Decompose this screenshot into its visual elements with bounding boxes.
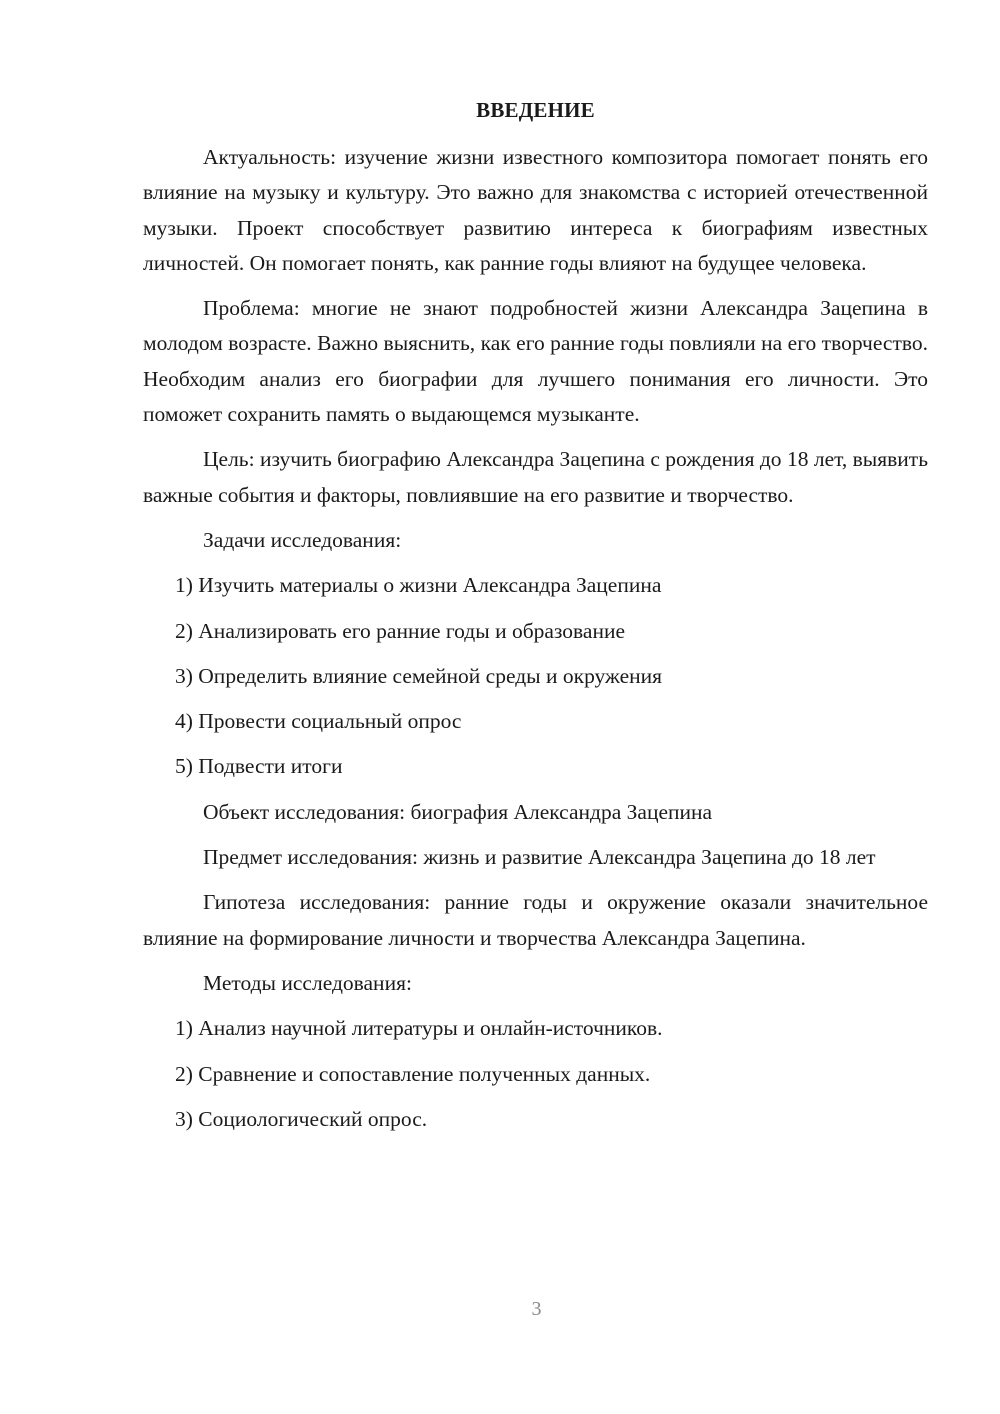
paragraph-object: Объект исследования: биография Александра Зацепина xyxy=(203,799,713,824)
document-page xyxy=(143,94,928,1147)
list-item: 1) Анализ научной литературы и онлайн-источников. xyxy=(175,1016,663,1041)
paragraph-goal: Цель: изучить биографию Александра Зацепина с рождения до 18 лет, выявить важные события и факторы, повлиявшие на его развитие и творчество. xyxy=(143,447,928,507)
list-item: 5) Подвести итоги xyxy=(175,754,343,779)
list-item: 3) Определить влияние семейной среды и окружения xyxy=(175,663,663,688)
methods-list xyxy=(143,1011,928,1137)
paragraph-relevance: Актуальность: изучение жизни известного композитора помогает понять его влияние на музыку и культуру. Это важно для знакомства с историей отечественной музыки. Проект способствует развитию интереса к биографиям известных личностей. Он помогает понять, как ранние годы влияют на будущее человека. xyxy=(143,145,928,275)
list-item: 4) Провести социальный опрос xyxy=(175,709,462,734)
section-title: ВВЕДЕНИЕ xyxy=(476,98,595,122)
paragraph-problem: Проблема: многие не знают подробностей жизни Александра Зацепина в молодом возрасте. Важно выяснить, как его ранние годы повлияли на его творчество. Необходим анализ его биографии для лучшего понимания его личности. Это поможет сохранить память о выдающемся музыканте. xyxy=(143,296,928,427)
methods-heading: Методы исследования: xyxy=(203,970,412,995)
list-item: 2) Сравнение и сопоставление полученных данных. xyxy=(175,1061,651,1086)
tasks-list xyxy=(143,568,928,784)
paragraph-subject: Предмет исследования: жизнь и развитие Александра Зацепина до 18 лет xyxy=(203,845,876,870)
paragraph-hypothesis: Гипотеза исследования: ранние годы и окружение оказали значительное влияние на формирование личности и творчества Александра Зацепина. xyxy=(143,890,928,950)
list-item: 3) Социологический опрос. xyxy=(175,1106,428,1131)
list-item: 1) Изучить материалы о жизни Александра Зацепина xyxy=(175,573,662,598)
page-number: 3 xyxy=(531,1298,542,1320)
tasks-heading: Задачи исследования: xyxy=(203,527,402,552)
list-item: 2) Анализировать его ранние годы и образование xyxy=(175,618,626,643)
